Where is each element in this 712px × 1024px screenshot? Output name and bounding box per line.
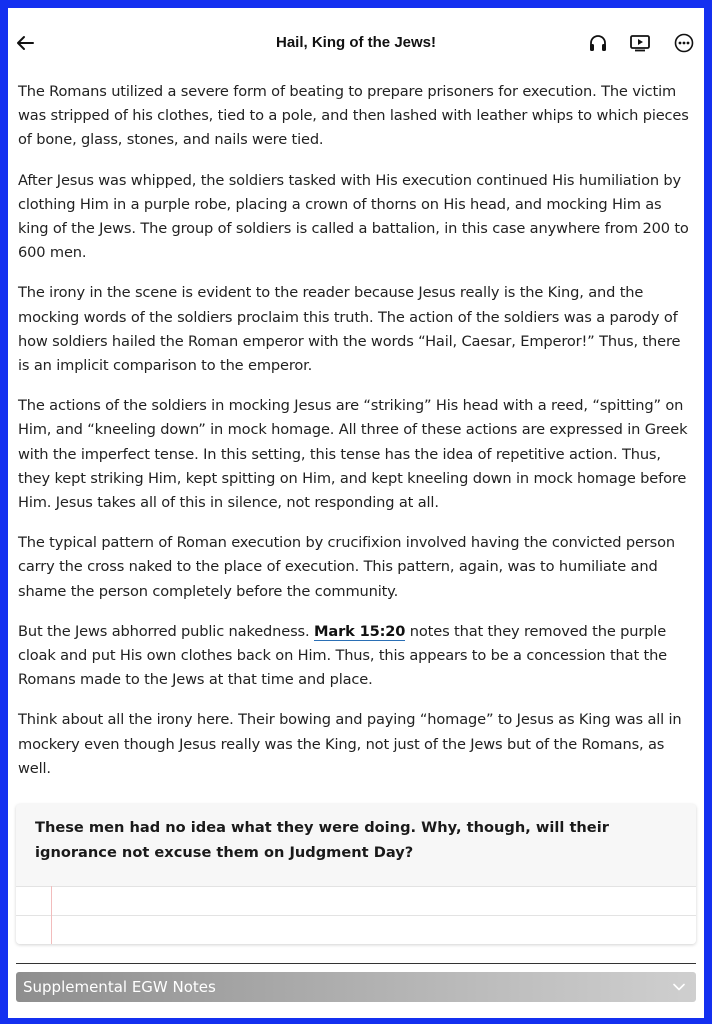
article-body: [18, 80, 694, 797]
page-title: Hail, King of the Jews!: [275, 34, 437, 51]
article-paragraph: The actions of the soldiers in mocking Jesus are “striking” His head with a reed, “spitting” on Him, and “kneeling down” in mock homage. All three of these actions are expressed in Greek with the imperfect tense. In this setting, this tense has the idea of repetitive action. Thus, they kept striking Him, kept spitting on Him, and kept kneeling down in mock homage before Him. Jesus takes all of this in silence, not responding at all.: [18, 397, 688, 512]
video-play-icon: [629, 34, 651, 52]
answer-rule-line: [16, 915, 696, 916]
section-divider: [16, 963, 696, 964]
more-options-button[interactable]: [672, 32, 696, 54]
answer-rule-line: [16, 886, 696, 887]
paragraph-text: notes that they removed the purple cloak and put His own clothes back on Him. Thus, this appears to be a concession that the Romans made to the Jews at that time and place.: [18, 622, 667, 689]
paragraph-text: But the Jews abhorred public nakedness.: [18, 622, 314, 640]
answer-input[interactable]: [16, 886, 696, 944]
article-paragraph: The Romans utilized a severe form of beating to prepare prisoners for execution. The victim was stripped of his clothes, tied to a pole, and then lashed with leather whips to which pieces of bone, glass, stones, and nails were tied.: [18, 83, 689, 149]
discussion-question: These men had no idea what they were doing. Why, though, will their ignorance not excuse them on Judgment Day?: [35, 819, 609, 861]
video-button[interactable]: [628, 32, 652, 54]
app-window: [8, 8, 704, 1018]
audio-button[interactable]: [586, 32, 610, 54]
discussion-question-card: [16, 804, 696, 944]
more-options-icon: [674, 33, 694, 53]
top-bar: [8, 8, 704, 74]
headphones-icon: [588, 34, 608, 52]
supplemental-notes-label: Supplemental EGW Notes: [23, 978, 216, 996]
scripture-reference-link[interactable]: Mark 15:20: [314, 622, 406, 640]
article-paragraph: The irony in the scene is evident to the reader because Jesus really is the King, and the mocking words of the soldiers proclaim this truth. The action of the soldiers was a parody of how soldiers hailed the Roman emperor with the words “Hail, Caesar, Emperor!” Thus, there is an implicit comparison to the emperor.: [18, 284, 681, 375]
supplemental-notes-toggle[interactable]: [16, 972, 696, 1002]
article-paragraph: Think about all the irony here. Their bowing and paying “homage” to Jesus as King was all in mockery even though Jesus really was the King, not just of the Jews but of the Romans, as well.: [18, 711, 682, 777]
article-paragraph: After Jesus was whipped, the soldiers tasked with His execution continued His humiliation by clothing Him in a purple robe, placing a crown of thorns on His head, and mocking Him as king of the Jews. The group of soldiers is called a battalion, in this case anywhere from 200 to 600 men.: [18, 171, 689, 262]
article-paragraph: [18, 620, 694, 693]
chevron-down-icon: [672, 980, 686, 994]
answer-margin-line: [51, 886, 52, 944]
article-paragraph: The typical pattern of Roman execution by crucifixion involved having the convicted person carry the cross naked to the place of execution. This pattern, again, was to humiliate and shame the person completely before the community.: [18, 534, 675, 600]
